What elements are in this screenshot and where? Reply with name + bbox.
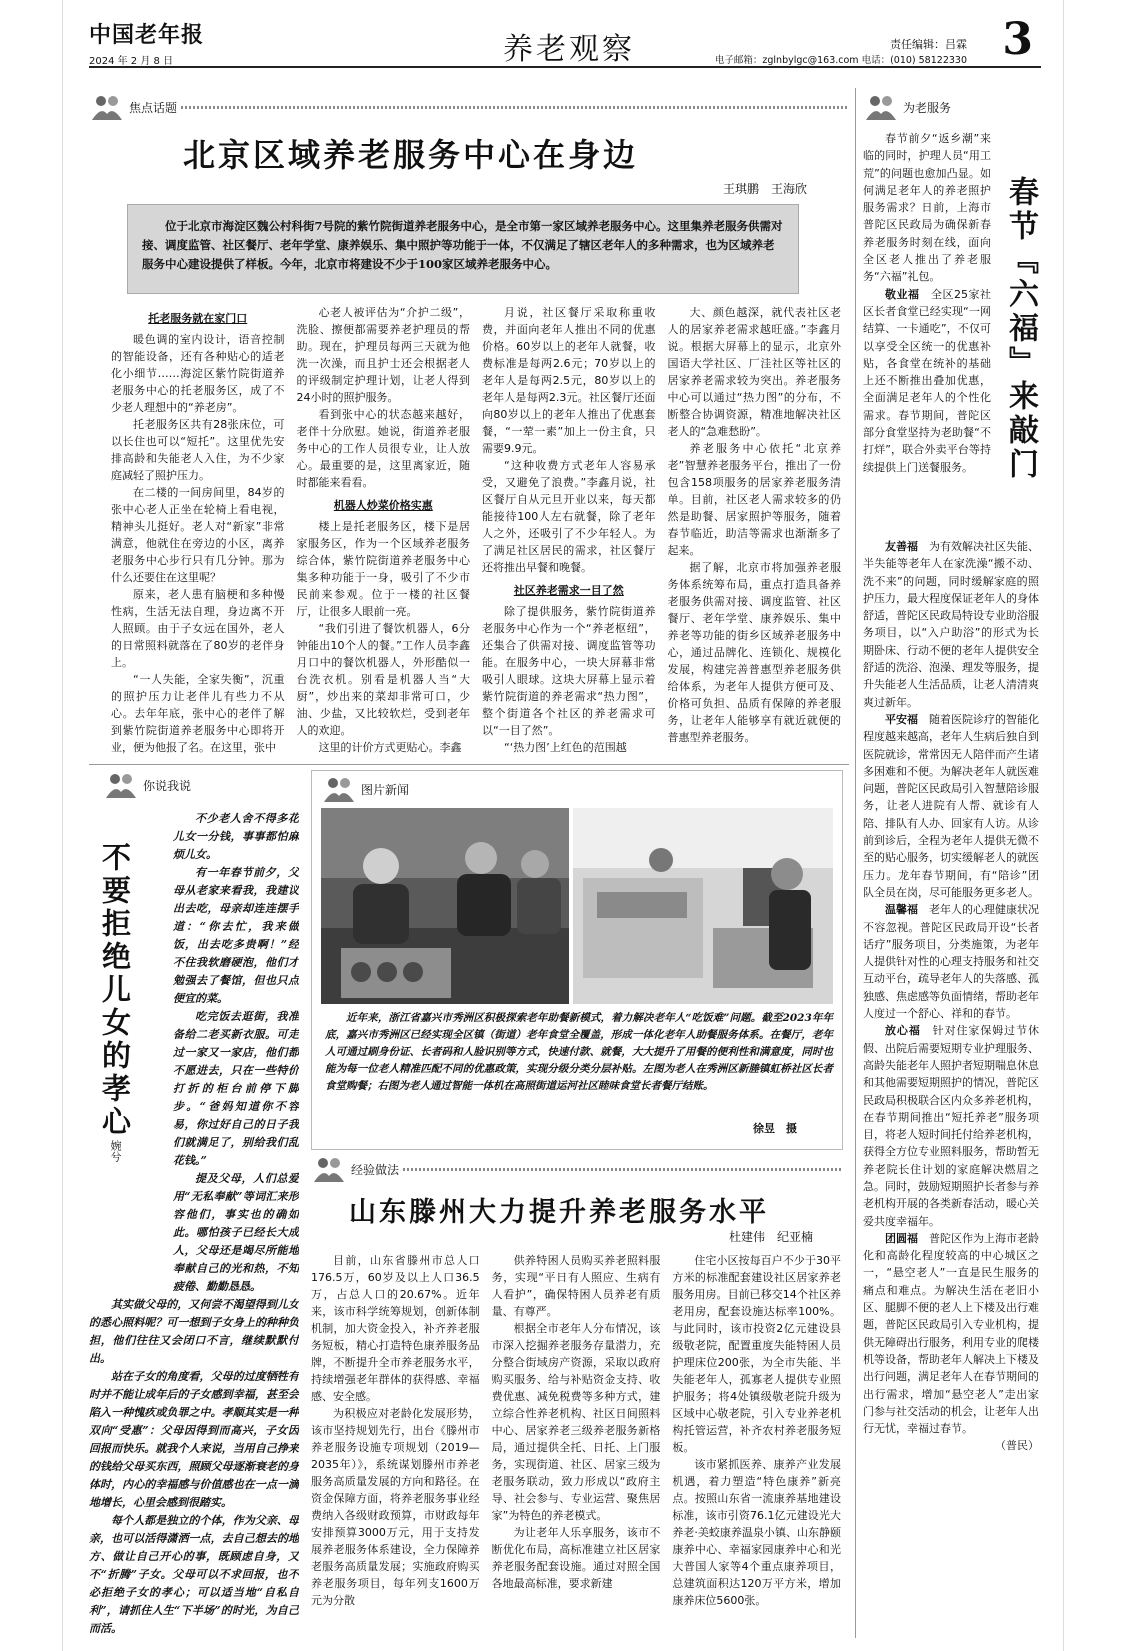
side-article-tag-label: 为老服务 — [903, 100, 952, 115]
paragraph: 大、颜色越深，就代表社区老人的居家养老需求越旺盛。”李鑫月说。根据大屏幕上的显示，北京外国语大学社区、厂洼社区等社区的居家养老需求较为突出。养老服务中心可以通过“热力图”的分布，不断整合协调资源，精准地解决社区老人的“急难愁盼”。 — [667, 306, 841, 438]
paragraph — [863, 901, 1039, 1022]
masthead: 中国老年报 — [89, 22, 205, 48]
issue-date: 2024 年 2 月 8 日 — [89, 56, 174, 67]
opinion-tag-label: 你说我说 — [143, 778, 192, 793]
experience-title: 山东滕州大力提升养老服务水平 — [349, 1197, 769, 1228]
lucky-keyword: 团圆福 — [885, 1231, 929, 1245]
sidebar-divider — [855, 88, 856, 1638]
experience-tag-label: 经验做法 — [351, 1162, 400, 1177]
paragraph: 养老服务中心依托“北京养老”智慧养老服务平台，推出了一份包含158项服务的居家养老服务清单。目前，社区老人需求较多的仍然是助餐、居家照护等服务，随着春节临近，助洁等需求也渐渐多了起来。 — [667, 442, 841, 557]
paragraph-text: 针对住家保姆过节休假、出院后需要短期专业护理服务、高龄失能老年人照护者短期喘息休息和其他需要短期照护的情况，普陀区民政局积极联合区内众多养老机构，在春节期间推出“短托养老”服务项目，将老人短时间托付给养老机构，获得全方位专业照料服务，帮助暂无养老院长住计划的家庭解决燃眉之急。同时，鼓励短期照护长者参与养老机构开展的各类新春活动，暖心关爱共度幸福年。 — [863, 1024, 1039, 1228]
tag-rule — [403, 1168, 841, 1171]
opinion-body — [89, 810, 299, 1638]
side-article-bottom-text — [863, 538, 1039, 1638]
opinion-tag — [103, 770, 263, 800]
subheading: 社区养老需求一目了然 — [513, 584, 624, 597]
experience-column-2 — [492, 1252, 661, 1642]
editor-credit: 责任编辑：吕霖 — [890, 38, 967, 51]
opinion-paragraph: 站在子女的角度看，父母的过度牺牲有时并不能让成年后的子女感到幸福，甚至会陷入一种愧疚或负罪之中。孝顺其实是一种双向“受惠”：父母因得到而高兴，子女因回报而快乐。就我个人来说，当用自己挣来的钱给父母买东西，照顾父母逐渐衰老的身体时，内心的幸福感与价值感也在一点一滴地增长，心里会感到很踏实。 — [89, 1370, 299, 1509]
opinion-paragraph: 吃完饭去逛街，我准备给二老买新衣服。可走过一家又一家店，他们都不愿进去，只在一些特价打折的柜台前停下脚步。“爸妈知道你不容易，你过好自己的日子我们就满足了，别给我们乱花钱。” — [173, 1010, 299, 1167]
paragraph — [863, 711, 1039, 901]
experience-column-1 — [311, 1252, 480, 1642]
paragraph — [863, 286, 991, 476]
people-icon — [89, 92, 125, 122]
main-article-lead: 位于北京市海淀区魏公村科街7号院的紫竹院街道养老服务中心，是全市第一家区域养老服务中心。这里集养老服务供需对接、调度监管、社区餐厅、老年学堂、康养娱乐、集中照护等功能于一体，不仅满足了辖区老年人的多种需求，也为区域养老服务中心建设提供了样板。今年，北京市将建设不少于100家区域养老服务中心。 — [127, 204, 799, 294]
people-icon — [863, 92, 899, 122]
photo-news-tag — [321, 774, 521, 804]
paragraph: 看到张中心的状态越来越好，老伴十分欣慰。她说，街道养老服务中心的工作人员很专业，让人放心。最重要的是，这里离家近，随时都能来看看。 — [296, 408, 470, 489]
section-divider — [89, 764, 849, 765]
lucky-keyword: 放心福 — [885, 1024, 933, 1038]
paragraph: 目前，山东省滕州市总人口176.5万，60岁及以上人口36.5万，占总人口的20.67%。近年来，该市科学统筹规划，创新体制机制，加大资金投入，补齐养老服务短板，精心打造特色康养服务品牌，不断提升全市养老服务水平，持续增强老年群体的获得感、幸福感、安全感。 — [311, 1254, 480, 1403]
paragraph — [863, 538, 1039, 711]
paragraph: 为积极应对老龄化发展形势，该市坚持规划先行，出台《滕州市养老服务设施专项规划（2019—2035年）》，系统谋划滕州市养老服务高质量发展的方向和路径。在资金保障方面，将养老服务事业经费纳入各级财政预算，市财政每年安排预算3000万元，用于支持发展养老服务体系建设，全力保障养老服务高质量发展；实施政府购买养老服务项目，每年列支1600万元为分散 — [311, 1407, 480, 1607]
paragraph: 原来，老人患有脑梗和多种慢性病，生活无法自理，身边离不开人照顾。由于子女远在国外，老人的日常照料就落在了80岁的老伴身上。 — [111, 588, 285, 669]
main-article-column-3 — [482, 304, 656, 759]
lucky-keyword: 友善福 — [885, 540, 929, 553]
paragraph: “这种收费方式老年人容易承受，又避免了浪费。”李鑫月说，社区餐厅自从元旦开业以来，每天都能接待100人左右就餐，除了老年人之外，还吸引了不少年轻人。为了满足社区居民的需求，社区餐厅还将推出早餐和晚餐。 — [482, 459, 656, 574]
paragraph: 楼上是托老服务区，楼下是居家服务区，作为一个区域养老服务综合体，紫竹院街道养老服务中心集多种功能于一身，吸引了不少市民前来参观。位于一楼的社区餐厅，让很多人眼前一亮。 — [296, 520, 470, 618]
photo-news-caption: 近年来，浙江省嘉兴市秀洲区积极探索老年助餐新模式，着力解决老年人“吃饭难”问题。截至2023年年底，嘉兴市秀洲区已经实现全区镇（街道）老年食堂全覆盖，形成一体化老年人助餐服务体系。在餐厅，老年人可通过刷身份证、长者码和人脸识别等方式，快速付款、就餐，大大提升了用餐的便利性和满意度，同时也能为每一位老人精准匹配不同的优惠政策，实现分级分类分层补贴。左图为老人在秀洲区新塍镇虹桥社区长者食堂购餐；右图为老人通过智能一体机在高照街道运河社区睦味食堂长者餐厅结账。 — [325, 1012, 833, 1092]
paragraph: 心老人被评估为“介护二级”，洗脸、擦便都需要养老护理员的帮助。现在，护理员每两三天就为他洗一次澡，而且护士还会根据老人的评级制定护理计划，让老人得到24小时的照护服务。 — [296, 306, 470, 404]
side-article-author: （普民） — [995, 1439, 1039, 1453]
paragraph: 在二楼的一间房间里，84岁的张中心老人正坐在轮椅上看电视，精神头儿挺好。老人对“新家”非常满意，他就住在旁边的小区，离养老服务中心步行只有几分钟。那为什么还要住在这里呢？ — [111, 486, 285, 584]
page-number: 3 — [1002, 14, 1033, 65]
paragraph-text: 普陀区作为上海市老龄化和高龄化程度较高的中心城区之一，“悬空老人”一直是民生服务的痛点和难点。为解决生活在老旧小区、腿脚不便的老人上下楼及出行难题，普陀区民政局引入专业机构，提供无障碍出行服务，利用专业的爬楼机等设备，帮助老年人解决上下楼及出行问题，满足老年人在春节期间的出行需求，增加“悬空老人”走出家门参与社交活动的机会，让老年人出行无忧，幸福过春节。 — [863, 1231, 1039, 1436]
opinion-title: 不要拒绝儿女的孝心 — [98, 842, 132, 1139]
paragraph: 据了解，北京市将加强养老服务体系统筹布局，重点打造具备养老服务供需对接、调度监管、社区餐厅、老年学堂、康养娱乐、集中养老等功能的街乡区域养老服务中心，通过品牌化、连锁化、规模化发展，构建完善普惠型养老服务供给体系，为老年人提供方便可及、价格可负担、品质有保障的养老服务，让老年人能够享有就近就便的普惠型养老服务。 — [667, 561, 841, 744]
header-rule — [89, 66, 1041, 68]
people-icon — [311, 1154, 347, 1184]
opinion-paragraph: 不少老人舍不得多花儿女一分钱，事事都怕麻烦儿女。 — [173, 812, 299, 861]
paragraph: 暖色调的室内设计，语音控制的智能设备，还有各种贴心的适老化小细节……海淀区紫竹院街道养老服务中心的托老服务区，成了不少老人理想中的“养老房”。 — [111, 333, 285, 414]
experience-tag — [311, 1154, 841, 1184]
experience-body — [311, 1252, 841, 1642]
opinion-paragraph: 有一年春节前夕，父母从老家来看我，我建议出去吃，母亲却连连摆手道：“你去忙，我来做饭，出去吃多贵啊！”经不住我软磨硬泡，他们才勉强去了餐馆，但也只点便宜的菜。 — [173, 866, 299, 1005]
main-article-column-1 — [111, 304, 285, 759]
people-icon — [321, 774, 357, 804]
main-article-body — [111, 304, 841, 759]
section-title: 养老观察 — [503, 32, 635, 67]
paragraph: 根据全市老年人分布情况，该市深入挖掘养老服务存量潜力，充分整合街域房产资源，采取以政府购买服务、给与补贴资金支持、收费优惠、减免税费等多种方式，建立综合性养老机构、社区日间照料中心、居家养老三级养老服务新格局，通过提供全托、日托、上门服务，实现街道、社区、居家三级为老服务联动，致力形成以“政府主导、社会参与、专业运营、聚焦居家”为特色的养老模式。 — [491, 1322, 661, 1522]
paragraph: 这里的计价方式更贴心。李鑫 — [318, 741, 462, 754]
people-icon — [103, 770, 139, 800]
main-article-column-4 — [668, 304, 842, 759]
paragraph-text: 全区25家社区长者食堂已经实现“一网结算、一卡通吃”，不仅可以享受全区统一的优惠补贴，各食堂在统补的基础上还不断推出叠加优惠，全面满足老年人的个性化需求。春节期间，普陀区部分食堂坚持为老助餐“不打烊”，联合外卖平台等持续提供上门送餐服务。 — [863, 287, 991, 474]
main-article-tag — [89, 92, 849, 122]
photo-news-tag-label: 图片新闻 — [361, 782, 410, 797]
paragraph — [863, 130, 991, 286]
side-article-top-text — [863, 130, 991, 532]
paragraph: “一人失能，全家失衡”，沉重的照护压力让老伴儿有些力不从心。去年年底，张中心的老伴了解到紫竹院街道养老服务中心即将开业，便为他报了名。在这里，张中 — [111, 673, 285, 754]
paragraph: 月说，社区餐厅采取称重收费，并面向老年人推出不同的优惠价格。60岁以上的老年人就餐，收费标准是每两2.6元；70岁以上的老年人是每两2.5元，80岁以上的老年人是每两2.3元。社区餐厅还面向80岁以上的老年人推出了优惠套餐，“一荤一素”加上一份主食，只需要9.9元。 — [482, 306, 656, 455]
paragraph-text: 老年人的心理健康状况不容忽视。普陀区民政局开设“长者话疗”服务项目，分类施策，为老年人提供针对性的心理支持服务和社交互动平台，疏导老年人的失落感、孤独感、焦虑感等负面情绪，帮助老年人度过一个舒心、祥和的春节。 — [863, 903, 1039, 1021]
lucky-keyword: 平安福 — [885, 712, 929, 726]
lucky-keyword: 温馨福 — [885, 903, 929, 917]
paragraph: 供养特困人员购买养老照料服务，实现“平日有人照应、生病有人看护”，确保特困人员养老有质量、有尊严。 — [491, 1254, 661, 1318]
contact-info: 电子邮箱：zglnbylgc@163.com 电话：(010) 58122330 — [714, 55, 967, 66]
paragraph-text: 春节前夕“返乡潮”来临的同时，护理人员“用工荒”的问题也愈加凸显。如何满足老年人的养老照护服务需求？日前，上海市普陀区民政局为确保新春养老服务时刻在线，面向全区老人推出了养老服务“六福”礼包。 — [863, 132, 991, 284]
paragraph: “‘热力图’上红色的范围越 — [504, 741, 627, 754]
paragraph-text: 为有效解决社区失能、半失能等老年人在家洗澡“搬不动、洗不来”的问题，同时缓解家庭的照护压力，最大程度保证老年人的身体舒适，普陀区民政局特设专业助浴服务项目，以“入户助浴”的形式为长期卧床、行动不便的老年人提供安全舒适的洗浴、泡澡、理发等服务，提升失能老人生活品质，让老人清清爽爽过新年。 — [863, 540, 1039, 709]
main-article-tag-label: 焦点话题 — [129, 100, 178, 115]
paragraph — [863, 1230, 1039, 1438]
newspaper-page — [62, 0, 1064, 1651]
subheading: 机器人炒菜价格实惠 — [333, 499, 433, 512]
tag-rule — [181, 106, 849, 109]
paragraph: 托老服务区共有28张床位，可以长住也可以“短托”。这里优先安排高龄和失能老人入住，为不少家庭减轻了照护压力。 — [111, 418, 285, 482]
opinion-paragraph: 其实做父母的，又何尝不渴望得到儿女的悉心照料呢？可一想到子女身上的种种负担，他们往往又会闭口不言，继续默默付出。 — [89, 1298, 299, 1365]
photo-right-checkout — [573, 808, 833, 1004]
photo-left-canteen — [321, 808, 569, 1004]
experience-byline: 杜建伟 纪亚楠 — [729, 1230, 814, 1244]
opinion-author: 婉兮 — [109, 1140, 122, 1162]
main-article-title: 北京区域养老服务中心在身边 — [183, 136, 639, 174]
paragraph: 除了提供服务，紫竹院街道养老服务中心作为一个“养老枢纽”，还集合了供需对接、调度监管等功能。在服务中心，一块大屏幕非常吸引人眼球。这块大屏幕上显示着紫竹院街道的养老需求“热力图”，整个街道各个社区的养老需求可以“一目了然”。 — [482, 605, 656, 737]
photo-news-photographer: 徐昱 摄 — [753, 1122, 797, 1135]
main-article-byline: 王琪鹏 王海欣 — [723, 182, 808, 196]
experience-column-3 — [672, 1252, 841, 1642]
opinion-paragraph: 每个人都是独立的个体，作为父亲、母亲，也可以活得潇洒一点，去自己想去的地方、做让自己开心的事，既顾虑自身，又不“折腾”子女。父母可以不求回报，也不必拒绝子女的孝心；可以适当地“自私自利”，请抓住人生“下半场”的时光，为自己而活。 — [89, 1514, 299, 1635]
side-article-tag — [863, 92, 1043, 122]
paragraph: 住宅小区按每百户不少于30平方米的标准配套建设社区居家养老服务用房。目前已移交14个社区养老用房，配套设施达标率100%。与此同时，该市投资2亿元建设县级敬老院，配置重度失能特困人员护理床位200张，为全市失能、半失能老年人，孤寡老人提供专业照护服务；将4处镇级敬老院升级为区域中心敬老院，引入专业养老机构托管运营，补齐农村养老服务短板。 — [672, 1254, 841, 1454]
lucky-keyword: 敬业福 — [885, 287, 931, 301]
paragraph: 为让老年人乐享服务，该市不断优化布局，高标准建立社区居家养老服务配套设施。通过对照全国各地最高标准，要求新建 — [491, 1526, 661, 1590]
paragraph: 该市紧抓医养、康养产业发展机遇，着力塑造“特色康养”新亮点。按照山东省一流康养基地建设标准，该市引资76.1亿元建设光大养老·美蛟康养温泉小镇、山东静颐康养中心、幸福家园康养中心和光大普国人家等4个重点康养项目，总建筑面积达120万平方米，增加康养床位5600张。 — [672, 1458, 841, 1607]
subheading: 托老服务就在家门口 — [148, 312, 248, 325]
main-article-column-2 — [297, 304, 471, 759]
paragraph-text: 随着医院诊疗的智能化程度越来越高，老年人生病后独自到医院就诊，常常因无人陪伴而产生诸多困难和不便。为解决老年人就医难问题，普陀区民政局引入智慧陪诊服务，让老人进院有人帮、就诊有人陪、排队有人办、回家有人访。从诊前到诊后，全程为老年人提供无微不至的贴心服务，切实缓解老人的就医压力。龙年春节期间，有“陪诊”团队全员在岗，尽可能服务更多老人。 — [863, 712, 1039, 899]
side-article-title: 春节『六福』来敲门 — [1003, 176, 1038, 482]
paragraph: “我们引进了餐饮机器人，6分钟能出10个人的餐。”工作人员李鑫月口中的餐饮机器人，外形酷似一台洗衣机。别看是机器人当“大厨”，炒出来的菜却非常可口，少油、少盐，又比较软烂，受到老年人的欢迎。 — [296, 622, 470, 737]
opinion-paragraph: 提及父母，人们总爱用“无私奉献”等词汇来形容他们，事实也的确如此。哪怕孩子已经长大成人，父母还是竭尽所能地奉献自己的光和热，不知疲倦、勤勤恳恳。 — [173, 1172, 299, 1293]
paragraph — [863, 1022, 1039, 1230]
